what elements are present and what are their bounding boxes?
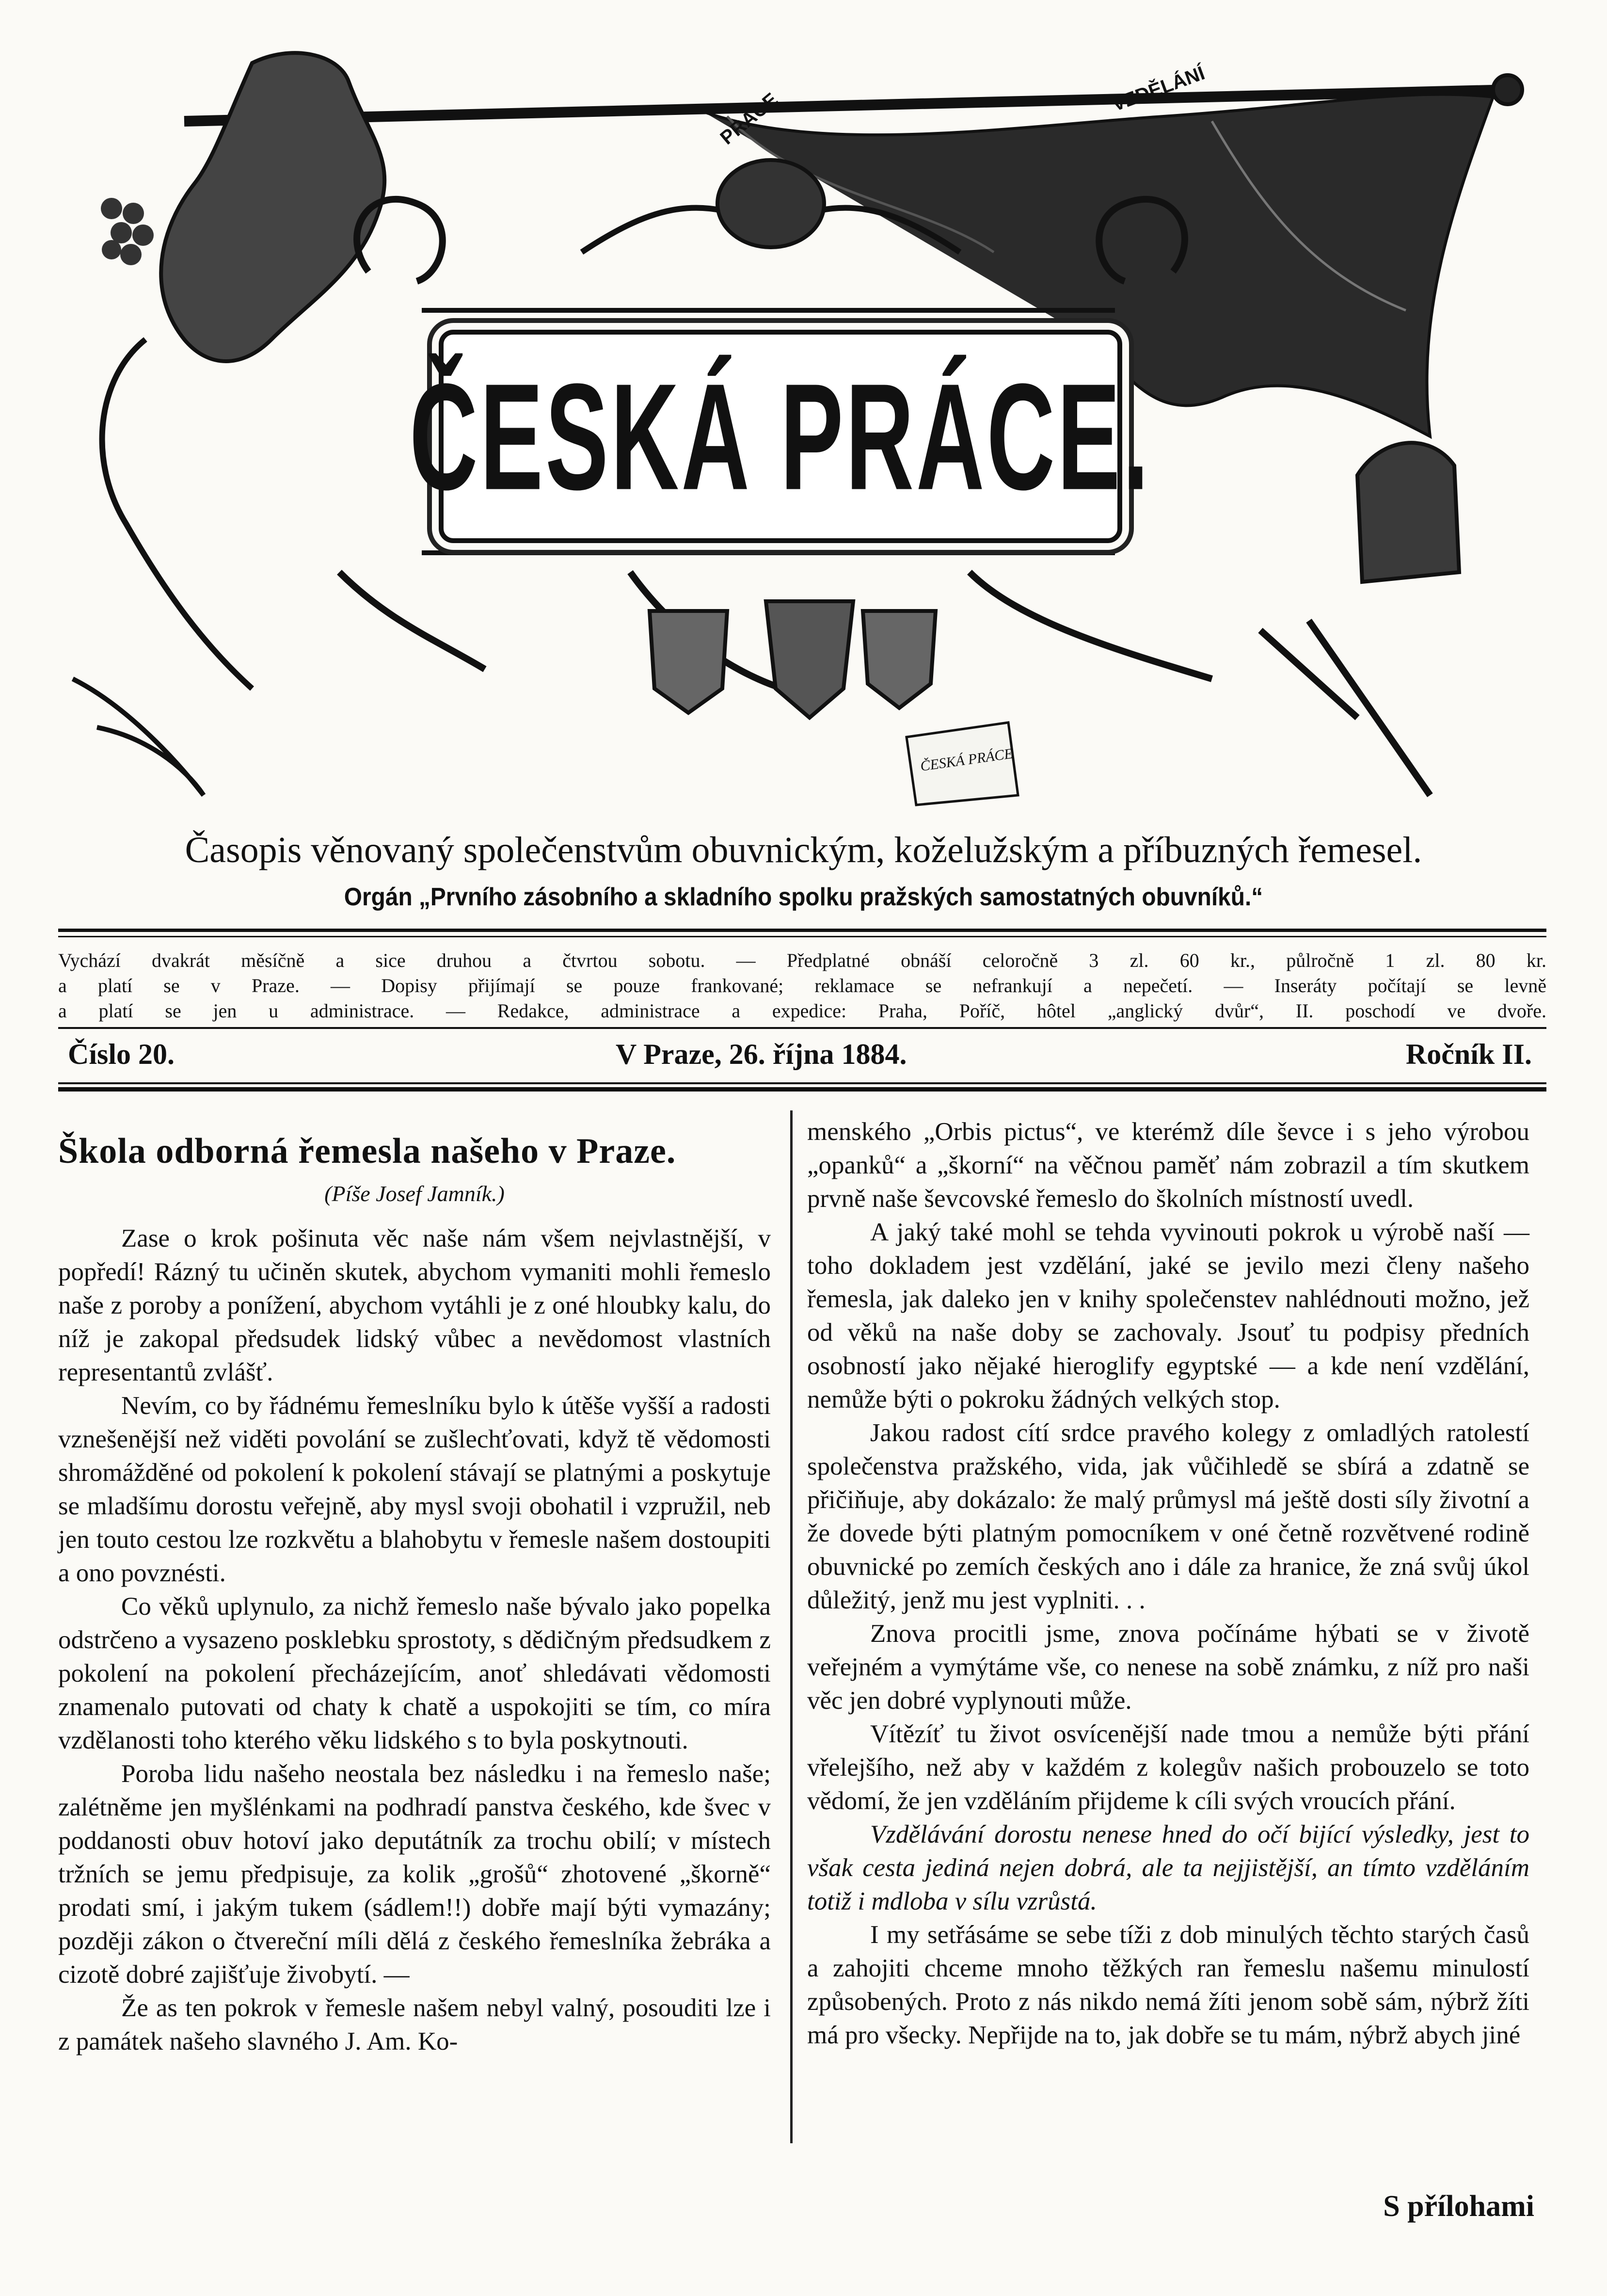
issue-volume: Ročník II. [1405, 1038, 1532, 1070]
paragraph: Zase o krok pošinuta věc naše nám všem nejvlastnější, v popředí! Rázný tu učiněn skutek, abychom vymaniti mohli řemeslo naše z poroby a ponížení, abychom vytáhli je z oné hloubky kalu, do níž je zakopal předsudek lidský vůbec a nevědomost vlastních representantů zvlášť. [58, 1224, 771, 1386]
title-box [410, 330, 1151, 543]
paragraph: I my setřásáme se sebe tíži z dob minulých těchto starých časů a zahojiti chceme mnoho těžkých ran řemeslu našemu minulostí způsobených. Proto z nás nikdo nemá žíti jenom sobě sám, nýbrž žíti má pro všecky. Nepřijde na to, jak dobře se tu mám, nýbrž abych jiné [807, 1921, 1529, 2049]
banner-right-text: VZDĚLÁNÍ [1109, 62, 1208, 116]
info-line: a platí se jen u administrace. — Redakce, administrace a expedice: Praha, Poříč, hôtel „anglický dvůr“, II. poschodí ve dvoře. [58, 1000, 1546, 1022]
paragraph: Nevím, co by řádnému řemeslníku bylo k útěše vyšší a radosti vznešenější než viděti povolání se zušlechťovati, když tě vědomosti shromážděné od pokolení k pokolení stávají se platnými a poskytuje se mladšímu dorostu veřejně, aby mysl svoji obohatil i vzpružil, neb jen touto cestou lze rozkvětu a blahobytu v řemesle našem dostoupiti a ono povznésti. [58, 1392, 771, 1587]
paragraph: Vzdělávání dorostu nenese hned do očí bijící výsledky, jest to však cesta jediná nejen dobrá, ale ta nejjistější, an tímto vzděláním totiž i mdloba v sílu vzrůstá. [807, 1820, 1529, 1915]
paragraph: Jakou radost cítí srdce pravého kolegy z omladlých ratolestí společenstva pražského, vida, jak vůčihledě se sbírá a zdatně se přičiňuje, aby dokázalo: že malý průmysl má ještě dosti síly životní a že dovede býti platným pomocníkem v oné četně rozvětvené rodině obuvnické po zemích českých ano i dále za hranice, že zná svůj úkol důležitý, jenž mu jest vyplniti. . . [807, 1419, 1529, 1614]
divider [58, 1087, 1546, 1092]
shield-icon [766, 601, 853, 718]
grapes-icon [101, 198, 154, 265]
paragraph: A jaký také mohl se tehda vyvinouti pokrok u výrobě naší — toho dokladem jest vzdělání, jaké se jevilo mezi členy našeho řemesla, jak daleko jen v knihy společenstev nahlédnouti možno, jež od věků na naše doby se zachovaly. Jsouť tu podpisy předních osobností jako nějaké hieroglify egyptské — a kde není vzdělání, nemůže býti o pokroku žádných velkých stop. [807, 1218, 1529, 1413]
article-column-left [58, 1115, 771, 2058]
issue-date: V Praze, 26. října 1884. [616, 1038, 907, 1070]
divider [58, 1082, 1546, 1084]
paragraph: Vítězíť tu život osvícenější nade tmou a nemůže býti přání vřelejšího, než aby v každém z kolegův našich probouzelo se toto vědomí, že jen vzděláním přijdeme k cíli svých vroucích přání. [807, 1720, 1529, 1815]
paragraph: Že as ten pokrok v řemesle našem nebyl valný, posouditi lze i z památek našeho slavného J. Am. Ko- [58, 1994, 771, 2055]
divider [58, 929, 1546, 932]
publication-info [58, 948, 1546, 1024]
divider [58, 1027, 1546, 1029]
paragraph: Znova procitli jsme, znova počínáme hýbati se v životě veřejném a vymýtáme vše, co nenese na sobě známku, z níž pro naši věc jen dobré vyplynouti může. [807, 1620, 1529, 1715]
masthead [0, 0, 1607, 824]
paragraph: Poroba lidu našeho neostala bez následku i na řemeslo naše; zalétněme jen myšlénkami na podhradí panstva českého, kde švec v poddanosti obuv hotoví jako deputátník za trochu obilí; v místech tržních se jemu předpisuje, za kolik „grošů“ zhotovené „škorně“ prodati smí, i jakým tukem (sádlem!!) dobře mají býti vymazány; později zákon o čtvereční míli dělá z českého řemeslníka žebráka a cizotě dobré zajišťuje živobytí. — [58, 1760, 771, 1989]
page-title: ČESKÁ PRÁCE. [410, 352, 1151, 521]
divider [58, 936, 1546, 937]
organ-line: Orgán „Prvního zásobního a skladního spolku pražských samostatných obuvníků.“ [344, 883, 1263, 911]
info-line: a platí se v Praze. — Dopisy přijímají se pouze frankované; reklamace se nefrankují a nepečetí. — Inseráty počítají se levně [58, 975, 1546, 996]
paper-note-text: ČESKÁ PRÁCE [919, 745, 1014, 774]
subtitle: Časopis věnovaný společenstvům obuvnickým, koželužským a příbuzných řemesel. [185, 830, 1422, 870]
article-title: Škola odborná řemesla našeho v Praze. [58, 1131, 676, 1171]
worker-figure [161, 53, 384, 361]
issue-number: Číslo 20. [68, 1038, 175, 1070]
paragraph: menského „Orbis pictus“, ve kterémž díle ševce i s jeho výrobou „opanků“ a „škorní“ na věčnou paměť nám zobrazil a tím skutkem prvně naše ševcovské řemeslo do školních místností uvedl. [807, 1118, 1529, 1213]
article-column-right [807, 1115, 1529, 2052]
column-divider [790, 1110, 793, 2143]
banner-left-text: PRÁCE [716, 89, 782, 149]
info-line: Vychází dvakrát měsíčně a sice druhou a čtvrtou sobotu. — Předplatné obnáší celoročně 3 zl. 60 kr., půlročně 1 zl. 80 kr. [58, 949, 1546, 971]
issue-row [68, 1038, 1532, 1076]
paragraph: Co věků uplynulo, za nichž řemeslo naše bývalo jako popelka odstrčeno a vysazeno posklebku sprostoty, s dědičným předsudkem z pokolení na pokolení přecházejícím, anoť shledávati vědomosti znamenalo putovati od chaty k chatě a uspokojiti se tím, co míra vzdělanosti toho kterého věku lidského s to byla poskytnouti. [58, 1592, 771, 1754]
article-byline: (Píše Josef Jamník.) [324, 1181, 505, 1206]
supplement-note: S přílohami [1383, 2190, 1534, 2223]
